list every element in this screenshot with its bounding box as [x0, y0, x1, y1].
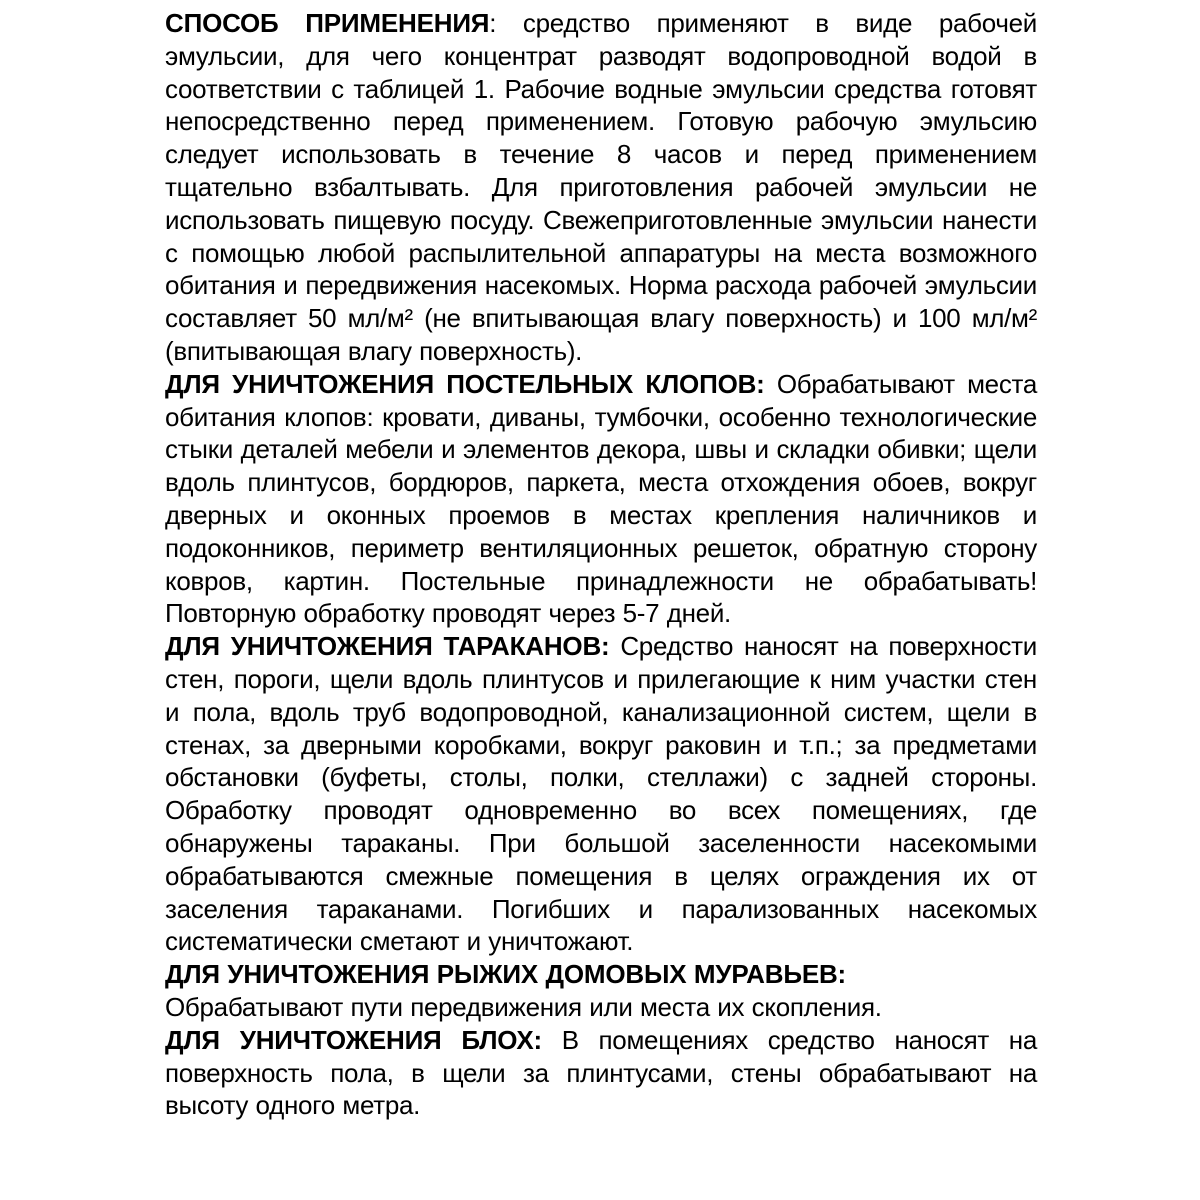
section-cockroaches: [165, 630, 1037, 958]
section-heading-method-of-application: СПОСОБ ПРИМЕНЕНИЯ: [165, 8, 490, 38]
section-heading-bed-bugs: ДЛЯ УНИЧТОЖЕНИЯ ПОСТЕЛЬНЫХ КЛОПОВ:: [165, 368, 765, 399]
section-bed-bugs: [165, 368, 1037, 630]
section-heading-red-house-ants: ДЛЯ УНИЧТОЖЕНИЯ РЫЖИХ ДОМОВЫХ МУРАВЬЕВ:: [165, 959, 846, 990]
section-fleas: [165, 1024, 1037, 1122]
section-body-method-of-application: : средство применяют в виде рабочей эмульсии, для чего концентрат разводят водопроводной водой в соответствии с таблицей 1. Рабочие водные эмульсии средства готовят непосредственно перед применением. Готовую рабочую эмульсию следует использовать в течение 8 часов и перед применением тщательно взбалтывать. Для приготовления рабочей эмульсии не использовать пищевую посуду. Свежеприготовленные эмульсии нанести с помощью любой распылительной аппаратуры на места возможного обитания и передвижения насекомых. Норма расхода рабочей эмульсии составляет 50 мл/м² (не впитывающая влагу поверхность) и 100 мл/м² (впитывающая влагу поверхность).: [165, 8, 1037, 366]
section-heading-fleas: ДЛЯ УНИЧТОЖЕНИЯ БЛОХ:: [165, 1024, 542, 1055]
instructions-text-block: [165, 7, 1037, 1122]
section-body-fleas: В помещениях средство наносят на поверхность пола, в щели за плинтусами, стены обрабатывают на высоту одного метра.: [165, 1024, 1037, 1121]
section-body-red-house-ants: Обрабатывают пути передвижения или места их скопления.: [165, 991, 882, 1022]
section-body-cockroaches: Средство наносят на поверхности стен, пороги, щели вдоль плинтусов и прилегающие к ним участки стен и пола, вдоль труб водопроводной, канализационной систем, щели в стенах, за дверными коробками, вокруг раковин и т.п.; за предметами обстановки (буфеты, столы, полки, стеллажи) с задней стороны. Обработку проводят одновременно во всех помещениях, где обнаружены тараканы. При большой заселенности насекомыми обрабатываются смежные помещения в целях ограждения их от заселения тараканами. Погибших и парализованных насекомых систематически сметают и уничтожают.: [165, 631, 1037, 957]
section-heading-cockroaches: ДЛЯ УНИЧТОЖЕНИЯ ТАРАКАНОВ:: [165, 631, 610, 662]
section-red-house-ants: [165, 958, 1037, 1024]
section-method-of-application: [165, 7, 1037, 368]
section-body-bed-bugs: Обрабатывают места обитания клопов: кровати, диваны, тумбочки, особенно технологические стыки деталей мебели и элементов декора, швы и складки обивки; щели вдоль плинтусов, бордюров, паркета, места отхождения обоев, вокруг дверных и оконных проемов в местах крепления наличников и подоконников, периметр вентиляционных решеток, обратную сторону ковров, картин. Постельные принадлежности не обрабатывать! Повторную обработку проводят через 5-7 дней.: [165, 368, 1037, 629]
